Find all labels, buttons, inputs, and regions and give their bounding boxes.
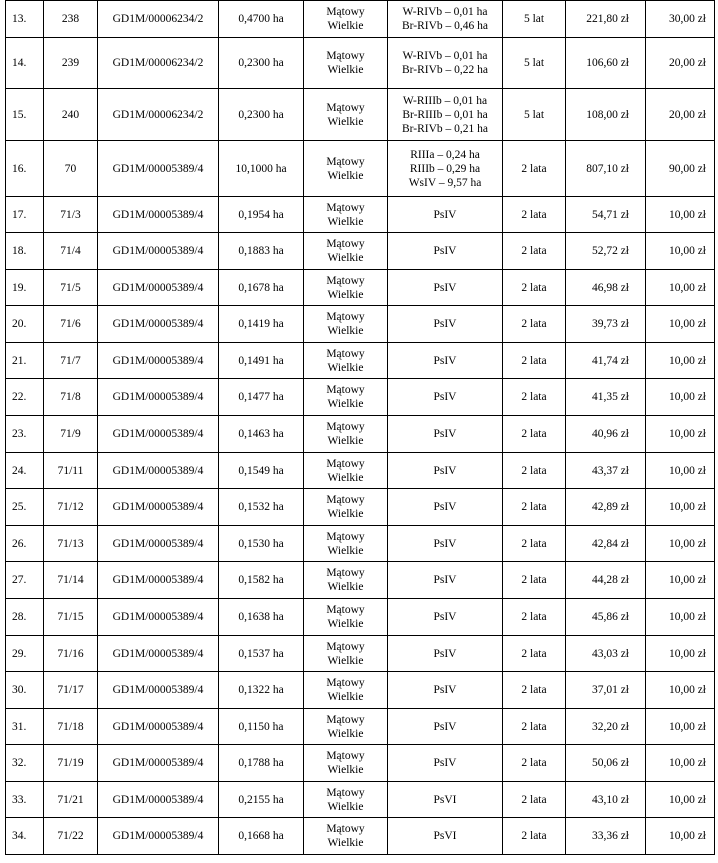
cell-precinct bbox=[304, 709, 388, 745]
cell-rent: 43,37 zł bbox=[566, 453, 646, 489]
cell-parcel-number: 71/8 bbox=[44, 379, 98, 416]
cell-lp: 27. bbox=[6, 562, 44, 599]
cell-lease-period: 2 lata bbox=[503, 416, 566, 453]
cell-land-register: GD1M/00005389/4 bbox=[98, 636, 219, 672]
cell-lease-period: 2 lata bbox=[503, 453, 566, 489]
cell-land-register: GD1M/00005389/4 bbox=[98, 141, 219, 197]
cell-rent: 37,01 zł bbox=[566, 672, 646, 709]
cell-rent: 41,35 zł bbox=[566, 379, 646, 416]
cell-lp: 28. bbox=[6, 599, 44, 636]
cell-fee: 10,00 zł bbox=[646, 636, 715, 672]
cell-area: 0,1322 ha bbox=[219, 672, 304, 709]
cell-area: 0,1549 ha bbox=[219, 453, 304, 489]
cell-rent: 40,96 zł bbox=[566, 416, 646, 453]
table-row bbox=[6, 672, 715, 709]
precinct-line: Mątowy bbox=[326, 311, 365, 323]
cell-soil-class bbox=[388, 782, 503, 818]
precinct-line: Wielkie bbox=[327, 325, 364, 337]
cell-soil-class bbox=[388, 270, 503, 306]
table-row bbox=[6, 141, 715, 197]
cell-fee: 10,00 zł bbox=[646, 489, 715, 526]
table-row bbox=[6, 1, 715, 38]
cell-rent: 46,98 zł bbox=[566, 270, 646, 306]
soil-class-line: PsIV bbox=[433, 720, 457, 733]
cell-rent: 33,36 zł bbox=[566, 818, 646, 855]
cell-land-register: GD1M/00005389/4 bbox=[98, 233, 219, 270]
cell-lp: 20. bbox=[6, 306, 44, 343]
cell-fee: 30,00 zł bbox=[646, 1, 715, 38]
cell-rent: 42,89 zł bbox=[566, 489, 646, 526]
cell-area: 0,1788 ha bbox=[219, 745, 304, 782]
cell-area: 0,1954 ha bbox=[219, 197, 304, 233]
cell-rent: 39,73 zł bbox=[566, 306, 646, 343]
cell-soil-class bbox=[388, 1, 503, 38]
soil-class-line: Br-RIVb – 0,21 ha bbox=[401, 122, 488, 135]
cell-parcel-number: 239 bbox=[44, 38, 98, 89]
cell-land-register: GD1M/00005389/4 bbox=[98, 197, 219, 233]
cell-land-register: GD1M/00005389/4 bbox=[98, 599, 219, 636]
cell-soil-class bbox=[388, 306, 503, 343]
soil-class-line: Br-RIVb – 0,46 ha bbox=[401, 20, 488, 32]
soil-class-line: PsIV bbox=[433, 281, 457, 294]
precinct-line: Wielkie bbox=[327, 727, 364, 740]
soil-class-line: PsIV bbox=[433, 684, 457, 696]
cell-lease-period: 2 lata bbox=[503, 233, 566, 270]
cell-lp: 14. bbox=[6, 38, 44, 89]
cell-area: 0,1678 ha bbox=[219, 270, 304, 306]
precinct-line: Wielkie bbox=[327, 471, 364, 484]
table-row bbox=[6, 709, 715, 745]
precinct-line: Mątowy bbox=[326, 101, 365, 114]
cell-land-register: GD1M/00006234/2 bbox=[98, 1, 219, 38]
cell-fee: 10,00 zł bbox=[646, 745, 715, 782]
cell-soil-class bbox=[388, 38, 503, 89]
table-body bbox=[6, 1, 715, 855]
cell-area: 0,1491 ha bbox=[219, 343, 304, 379]
cell-fee: 10,00 zł bbox=[646, 526, 715, 562]
cell-precinct bbox=[304, 343, 388, 379]
cell-rent: 42,84 zł bbox=[566, 526, 646, 562]
cell-fee: 20,00 zł bbox=[646, 38, 715, 89]
cell-lease-period: 2 lata bbox=[503, 379, 566, 416]
cell-rent: 108,00 zł bbox=[566, 89, 646, 141]
precinct-line: Mątowy bbox=[326, 677, 365, 689]
precinct-line: Mątowy bbox=[326, 457, 365, 470]
cell-land-register: GD1M/00005389/4 bbox=[98, 379, 219, 416]
table-row bbox=[6, 489, 715, 526]
cell-land-register: GD1M/00005389/4 bbox=[98, 526, 219, 562]
soil-class-line: Br-RIIIb – 0,01 ha bbox=[402, 108, 488, 121]
cell-land-register: GD1M/00005389/4 bbox=[98, 709, 219, 745]
table-row bbox=[6, 38, 715, 89]
cell-precinct bbox=[304, 306, 388, 343]
soil-class-line: W-RIVb – 0,01 ha bbox=[402, 6, 488, 18]
cell-precinct bbox=[304, 270, 388, 306]
soil-class-line: PsIV bbox=[433, 611, 457, 623]
precinct-line: Wielkie bbox=[327, 618, 364, 630]
cell-land-register: GD1M/00005389/4 bbox=[98, 562, 219, 599]
cell-lease-period: 2 lata bbox=[503, 526, 566, 562]
cell-rent: 221,80 zł bbox=[566, 1, 646, 38]
cell-area: 0,1638 ha bbox=[219, 599, 304, 636]
precinct-line: Wielkie bbox=[327, 508, 364, 520]
cell-fee: 10,00 zł bbox=[646, 379, 715, 416]
precinct-line: Mątowy bbox=[326, 823, 365, 835]
table-row bbox=[6, 270, 715, 306]
table-row bbox=[6, 343, 715, 379]
table-row bbox=[6, 233, 715, 270]
cell-lease-period: 5 lat bbox=[503, 1, 566, 38]
cell-lease-period: 2 lata bbox=[503, 343, 566, 379]
precinct-line: Mątowy bbox=[326, 750, 365, 762]
soil-class-line: PsIV bbox=[433, 501, 457, 513]
soil-class-line: PsIV bbox=[433, 208, 457, 221]
cell-area: 0,1463 ha bbox=[219, 416, 304, 453]
cell-land-register: GD1M/00005389/4 bbox=[98, 489, 219, 526]
cell-parcel-number: 71/6 bbox=[44, 306, 98, 343]
soil-class-line: PsIV bbox=[433, 428, 457, 440]
precinct-line: Mątowy bbox=[326, 494, 365, 506]
cell-soil-class bbox=[388, 489, 503, 526]
table-row bbox=[6, 599, 715, 636]
cell-parcel-number: 71/11 bbox=[44, 453, 98, 489]
precinct-line: Mątowy bbox=[326, 50, 365, 62]
precinct-line: Mątowy bbox=[326, 567, 365, 579]
precinct-line: Wielkie bbox=[327, 20, 364, 32]
cell-land-register: GD1M/00005389/4 bbox=[98, 306, 219, 343]
cell-parcel-number: 71/3 bbox=[44, 197, 98, 233]
cell-precinct bbox=[304, 1, 388, 38]
cell-precinct bbox=[304, 562, 388, 599]
precinct-line: Wielkie bbox=[327, 288, 364, 301]
cell-soil-class bbox=[388, 89, 503, 141]
cell-parcel-number: 71/12 bbox=[44, 489, 98, 526]
cell-lp: 16. bbox=[6, 141, 44, 197]
cell-lp: 23. bbox=[6, 416, 44, 453]
soil-class-line: PsIV bbox=[433, 574, 457, 586]
table-row bbox=[6, 562, 715, 599]
cell-precinct bbox=[304, 38, 388, 89]
cell-soil-class bbox=[388, 343, 503, 379]
cell-rent: 50,06 zł bbox=[566, 745, 646, 782]
cell-precinct bbox=[304, 453, 388, 489]
precinct-line: Mątowy bbox=[326, 201, 365, 214]
cell-parcel-number: 71/9 bbox=[44, 416, 98, 453]
table-row bbox=[6, 379, 715, 416]
cell-soil-class bbox=[388, 526, 503, 562]
cell-lp: 18. bbox=[6, 233, 44, 270]
cell-lease-period: 2 lata bbox=[503, 782, 566, 818]
soil-class-line: W-RIIIb – 0,01 ha bbox=[402, 94, 488, 107]
cell-fee: 10,00 zł bbox=[646, 709, 715, 745]
cell-lease-period: 2 lata bbox=[503, 197, 566, 233]
precinct-line: Wielkie bbox=[327, 361, 364, 374]
cell-soil-class bbox=[388, 416, 503, 453]
precinct-line: Mątowy bbox=[326, 155, 365, 168]
cell-soil-class bbox=[388, 233, 503, 270]
cell-lp: 25. bbox=[6, 489, 44, 526]
cell-lp: 13. bbox=[6, 1, 44, 38]
precinct-line: Wielkie bbox=[327, 64, 364, 76]
cell-precinct bbox=[304, 636, 388, 672]
cell-area: 10,1000 ha bbox=[219, 141, 304, 197]
cell-parcel-number: 71/7 bbox=[44, 343, 98, 379]
cell-rent: 807,10 zł bbox=[566, 141, 646, 197]
cell-lease-period: 2 lata bbox=[503, 489, 566, 526]
cell-land-register: GD1M/00006234/2 bbox=[98, 38, 219, 89]
cell-lease-period: 5 lat bbox=[503, 38, 566, 89]
table-row bbox=[6, 782, 715, 818]
precinct-line: Mątowy bbox=[326, 713, 365, 726]
cell-soil-class bbox=[388, 636, 503, 672]
cell-lease-period: 2 lata bbox=[503, 270, 566, 306]
cell-rent: 44,28 zł bbox=[566, 562, 646, 599]
precinct-line: Wielkie bbox=[327, 115, 364, 128]
table-row bbox=[6, 416, 715, 453]
cell-lp: 31. bbox=[6, 709, 44, 745]
cell-fee: 10,00 zł bbox=[646, 562, 715, 599]
cell-precinct bbox=[304, 526, 388, 562]
cell-soil-class bbox=[388, 379, 503, 416]
cell-rent: 32,20 zł bbox=[566, 709, 646, 745]
cell-precinct bbox=[304, 416, 388, 453]
cell-soil-class bbox=[388, 141, 503, 197]
cell-lease-period: 2 lata bbox=[503, 745, 566, 782]
cell-fee: 10,00 zł bbox=[646, 782, 715, 818]
cell-parcel-number: 70 bbox=[44, 141, 98, 197]
cell-lp: 32. bbox=[6, 745, 44, 782]
soil-class-line: WsIV – 9,57 ha bbox=[408, 176, 482, 189]
cell-rent: 54,71 zł bbox=[566, 197, 646, 233]
cell-fee: 10,00 zł bbox=[646, 270, 715, 306]
cell-land-register: GD1M/00006234/2 bbox=[98, 89, 219, 141]
cell-precinct bbox=[304, 782, 388, 818]
cell-precinct bbox=[304, 379, 388, 416]
cell-land-register: GD1M/00005389/4 bbox=[98, 745, 219, 782]
table-row bbox=[6, 636, 715, 672]
cell-lp: 19. bbox=[6, 270, 44, 306]
table-row bbox=[6, 197, 715, 233]
cell-rent: 43,10 zł bbox=[566, 782, 646, 818]
cell-area: 0,1477 ha bbox=[219, 379, 304, 416]
cell-rent: 45,86 zł bbox=[566, 599, 646, 636]
precinct-line: Mątowy bbox=[326, 604, 365, 616]
cell-area: 0,1582 ha bbox=[219, 562, 304, 599]
precinct-line: Mątowy bbox=[326, 6, 365, 18]
soil-class-line: Br-RIVb – 0,22 ha bbox=[401, 64, 488, 76]
cell-land-register: GD1M/00005389/4 bbox=[98, 343, 219, 379]
cell-fee: 90,00 zł bbox=[646, 141, 715, 197]
precinct-line: Wielkie bbox=[327, 169, 364, 182]
precinct-line: Mątowy bbox=[326, 640, 365, 653]
table-row bbox=[6, 526, 715, 562]
cell-lease-period: 2 lata bbox=[503, 636, 566, 672]
cell-area: 0,1668 ha bbox=[219, 818, 304, 855]
cell-fee: 10,00 zł bbox=[646, 197, 715, 233]
precinct-line: Wielkie bbox=[327, 544, 364, 557]
cell-land-register: GD1M/00005389/4 bbox=[98, 672, 219, 709]
cell-fee: 10,00 zł bbox=[646, 599, 715, 636]
cell-lp: 24. bbox=[6, 453, 44, 489]
precinct-line: Wielkie bbox=[327, 764, 364, 776]
cell-land-register: GD1M/00005389/4 bbox=[98, 782, 219, 818]
cell-fee: 10,00 zł bbox=[646, 306, 715, 343]
table-row bbox=[6, 818, 715, 855]
cell-parcel-number: 71/19 bbox=[44, 745, 98, 782]
lease-table bbox=[5, 0, 715, 855]
cell-land-register: GD1M/00005389/4 bbox=[98, 416, 219, 453]
soil-class-line: PsVI bbox=[433, 830, 457, 842]
precinct-line: Mątowy bbox=[326, 384, 365, 396]
precinct-line: Mątowy bbox=[326, 421, 365, 433]
cell-area: 0,1532 ha bbox=[219, 489, 304, 526]
cell-land-register: GD1M/00005389/4 bbox=[98, 453, 219, 489]
cell-fee: 10,00 zł bbox=[646, 672, 715, 709]
soil-class-line: PsIV bbox=[433, 318, 457, 330]
cell-area: 0,1530 ha bbox=[219, 526, 304, 562]
cell-parcel-number: 71/4 bbox=[44, 233, 98, 270]
cell-parcel-number: 71/14 bbox=[44, 562, 98, 599]
cell-land-register: GD1M/00005389/4 bbox=[98, 818, 219, 855]
cell-lease-period: 2 lata bbox=[503, 599, 566, 636]
cell-rent: 52,72 zł bbox=[566, 233, 646, 270]
cell-lp: 29. bbox=[6, 636, 44, 672]
cell-rent: 106,60 zł bbox=[566, 38, 646, 89]
cell-lp: 33. bbox=[6, 782, 44, 818]
cell-soil-class bbox=[388, 672, 503, 709]
precinct-line: Wielkie bbox=[327, 252, 364, 264]
cell-lp: 15. bbox=[6, 89, 44, 141]
cell-lp: 21. bbox=[6, 343, 44, 379]
table-row bbox=[6, 745, 715, 782]
soil-class-line: PsIV bbox=[433, 245, 457, 257]
precinct-line: Wielkie bbox=[327, 398, 364, 410]
cell-parcel-number: 71/21 bbox=[44, 782, 98, 818]
precinct-line: Mątowy bbox=[326, 786, 365, 799]
cell-lease-period: 5 lat bbox=[503, 89, 566, 141]
cell-parcel-number: 240 bbox=[44, 89, 98, 141]
cell-precinct bbox=[304, 489, 388, 526]
precinct-line: Wielkie bbox=[327, 837, 364, 849]
cell-parcel-number: 71/18 bbox=[44, 709, 98, 745]
cell-soil-class bbox=[388, 818, 503, 855]
cell-lp: 17. bbox=[6, 197, 44, 233]
cell-parcel-number: 71/13 bbox=[44, 526, 98, 562]
soil-class-line: PsIV bbox=[433, 354, 457, 367]
soil-class-line: RIIIa – 0,24 ha bbox=[410, 148, 480, 161]
soil-class-line: RIIIb – 0,29 ha bbox=[409, 162, 481, 175]
cell-parcel-number: 71/17 bbox=[44, 672, 98, 709]
cell-precinct bbox=[304, 672, 388, 709]
soil-class-line: PsIV bbox=[433, 391, 457, 403]
cell-soil-class bbox=[388, 453, 503, 489]
cell-soil-class bbox=[388, 599, 503, 636]
cell-area: 0,1419 ha bbox=[219, 306, 304, 343]
soil-class-line: PsIV bbox=[433, 537, 457, 550]
cell-fee: 10,00 zł bbox=[646, 416, 715, 453]
precinct-line: Wielkie bbox=[327, 581, 364, 593]
cell-area: 0,4700 ha bbox=[219, 1, 304, 38]
soil-class-line: PsVI bbox=[433, 793, 457, 806]
soil-class-line: PsIV bbox=[433, 647, 457, 660]
cell-rent: 43,03 zł bbox=[566, 636, 646, 672]
cell-lp: 22. bbox=[6, 379, 44, 416]
precinct-line: Wielkie bbox=[327, 215, 364, 228]
cell-lease-period: 2 lata bbox=[503, 562, 566, 599]
cell-fee: 20,00 zł bbox=[646, 89, 715, 141]
cell-fee: 10,00 zł bbox=[646, 343, 715, 379]
cell-precinct bbox=[304, 197, 388, 233]
precinct-line: Mątowy bbox=[326, 274, 365, 287]
cell-lease-period: 2 lata bbox=[503, 672, 566, 709]
table-row bbox=[6, 453, 715, 489]
precinct-line: Wielkie bbox=[327, 800, 364, 813]
cell-fee: 10,00 zł bbox=[646, 818, 715, 855]
cell-fee: 10,00 zł bbox=[646, 453, 715, 489]
cell-area: 0,2300 ha bbox=[219, 89, 304, 141]
cell-area: 0,1537 ha bbox=[219, 636, 304, 672]
cell-precinct bbox=[304, 233, 388, 270]
cell-precinct bbox=[304, 818, 388, 855]
table-row bbox=[6, 89, 715, 141]
table-row bbox=[6, 306, 715, 343]
cell-precinct bbox=[304, 89, 388, 141]
cell-area: 0,1150 ha bbox=[219, 709, 304, 745]
cell-soil-class bbox=[388, 709, 503, 745]
cell-rent: 41,74 zł bbox=[566, 343, 646, 379]
cell-parcel-number: 71/15 bbox=[44, 599, 98, 636]
soil-class-line: PsIV bbox=[433, 464, 457, 477]
cell-parcel-number: 71/22 bbox=[44, 818, 98, 855]
cell-area: 0,2155 ha bbox=[219, 782, 304, 818]
cell-fee: 10,00 zł bbox=[646, 233, 715, 270]
cell-lease-period: 2 lata bbox=[503, 306, 566, 343]
cell-lp: 30. bbox=[6, 672, 44, 709]
precinct-line: Wielkie bbox=[327, 435, 364, 447]
cell-parcel-number: 71/16 bbox=[44, 636, 98, 672]
cell-soil-class bbox=[388, 562, 503, 599]
cell-precinct bbox=[304, 141, 388, 197]
cell-parcel-number: 71/5 bbox=[44, 270, 98, 306]
soil-class-line: PsIV bbox=[433, 757, 457, 769]
cell-lp: 26. bbox=[6, 526, 44, 562]
precinct-line: Wielkie bbox=[327, 654, 364, 667]
cell-lease-period: 2 lata bbox=[503, 709, 566, 745]
cell-lease-period: 2 lata bbox=[503, 818, 566, 855]
cell-lease-period: 2 lata bbox=[503, 141, 566, 197]
precinct-line: Mątowy bbox=[326, 530, 365, 543]
cell-area: 0,1883 ha bbox=[219, 233, 304, 270]
cell-land-register: GD1M/00005389/4 bbox=[98, 270, 219, 306]
cell-lp: 34. bbox=[6, 818, 44, 855]
precinct-line: Wielkie bbox=[327, 691, 364, 703]
cell-parcel-number: 238 bbox=[44, 1, 98, 38]
cell-soil-class bbox=[388, 745, 503, 782]
precinct-line: Mątowy bbox=[326, 238, 365, 250]
cell-area: 0,2300 ha bbox=[219, 38, 304, 89]
cell-precinct bbox=[304, 599, 388, 636]
precinct-line: Mątowy bbox=[326, 347, 365, 360]
soil-class-line: W-RIVb – 0,01 ha bbox=[402, 50, 488, 62]
cell-precinct bbox=[304, 745, 388, 782]
cell-soil-class bbox=[388, 197, 503, 233]
